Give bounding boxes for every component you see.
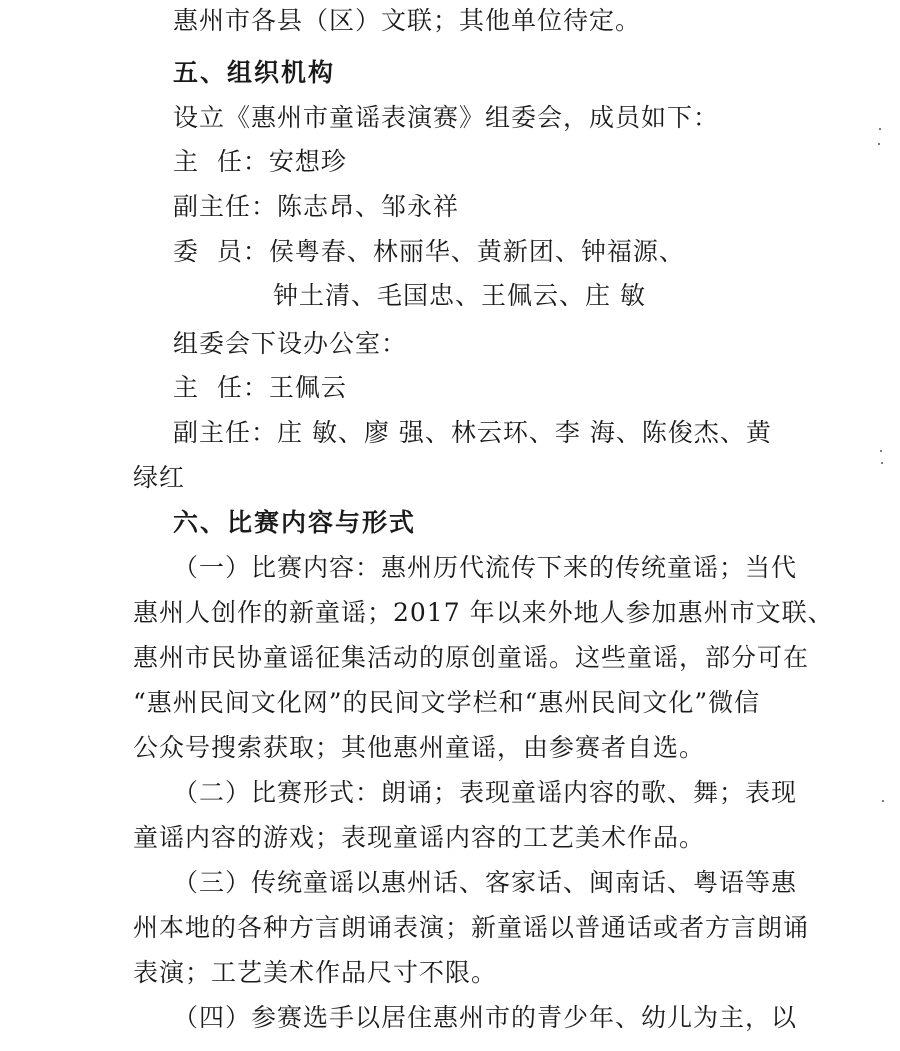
committee-members-continued: 钟土清、毛国忠、王佩云、庄 敏: [273, 281, 646, 310]
paragraph-1-line-4: “惠州民间文化网”的民间文学栏和“惠州民间文化”微信: [133, 688, 761, 717]
text-line-1: 惠州市各县（区）文联；其他单位待定。: [173, 6, 642, 35]
paragraph-2-line-2: 童谣内容的游戏；表现童谣内容的工艺美术作品。: [133, 823, 706, 852]
scan-speck: [878, 143, 880, 145]
section-heading-5: 五、组织机构: [173, 58, 336, 87]
scan-speck: [879, 128, 881, 130]
committee-members-line: 委 员：侯粤春、林丽华、黄新团、钟福源、: [173, 237, 685, 266]
scan-speck: [881, 462, 883, 464]
paragraph-1-line-3: 惠州市民协童谣征集活动的原创童谣。这些童谣，部分可在: [133, 643, 810, 672]
committee-deputy-line: 副主任：陈志昂、邹永祥: [173, 192, 460, 221]
office-director-line: 主 任：王佩云: [173, 373, 347, 402]
committee-director-line: 主 任：安想珍: [173, 147, 347, 176]
section-heading-6: 六、比赛内容与形式: [173, 508, 417, 537]
scan-speck: [880, 450, 882, 452]
paragraph-4-line-1: （四）参赛选手以居住惠州市的青少年、幼儿为主，以: [173, 1003, 798, 1032]
office-intro-line: 组委会下设办公室：: [173, 329, 408, 358]
office-deputy-continued: 绿红: [133, 463, 186, 492]
paragraph-3-line-2: 州本地的各种方言朗诵表演；新童谣以普通话或者方言朗诵: [133, 913, 810, 942]
paragraph-3-line-3: 表演；工艺美术作品尺寸不限。: [133, 958, 498, 987]
paragraph-1-line-2: 惠州人创作的新童谣；2017 年以来外地人参加惠州市文联、: [133, 598, 834, 627]
scan-speck: [882, 800, 884, 802]
paragraph-1-line-1: （一）比赛内容：惠州历代流传下来的传统童谣；当代: [173, 553, 798, 582]
paragraph-2-line-1: （二）比赛形式：朗诵；表现童谣内容的歌、舞；表现: [173, 778, 798, 807]
office-deputy-line: 副主任：庄 敏、廖 强、林云环、李 海、陈俊杰、黄: [173, 418, 772, 447]
paragraph-3-line-1: （三）传统童谣以惠州话、客家话、闽南话、粤语等惠: [173, 868, 798, 897]
text-line-3: 设立《惠州市童谣表演赛》组委会，成员如下：: [173, 103, 720, 132]
paragraph-1-line-5: 公众号搜索获取；其他惠州童谣，由参赛者自选。: [133, 733, 706, 762]
